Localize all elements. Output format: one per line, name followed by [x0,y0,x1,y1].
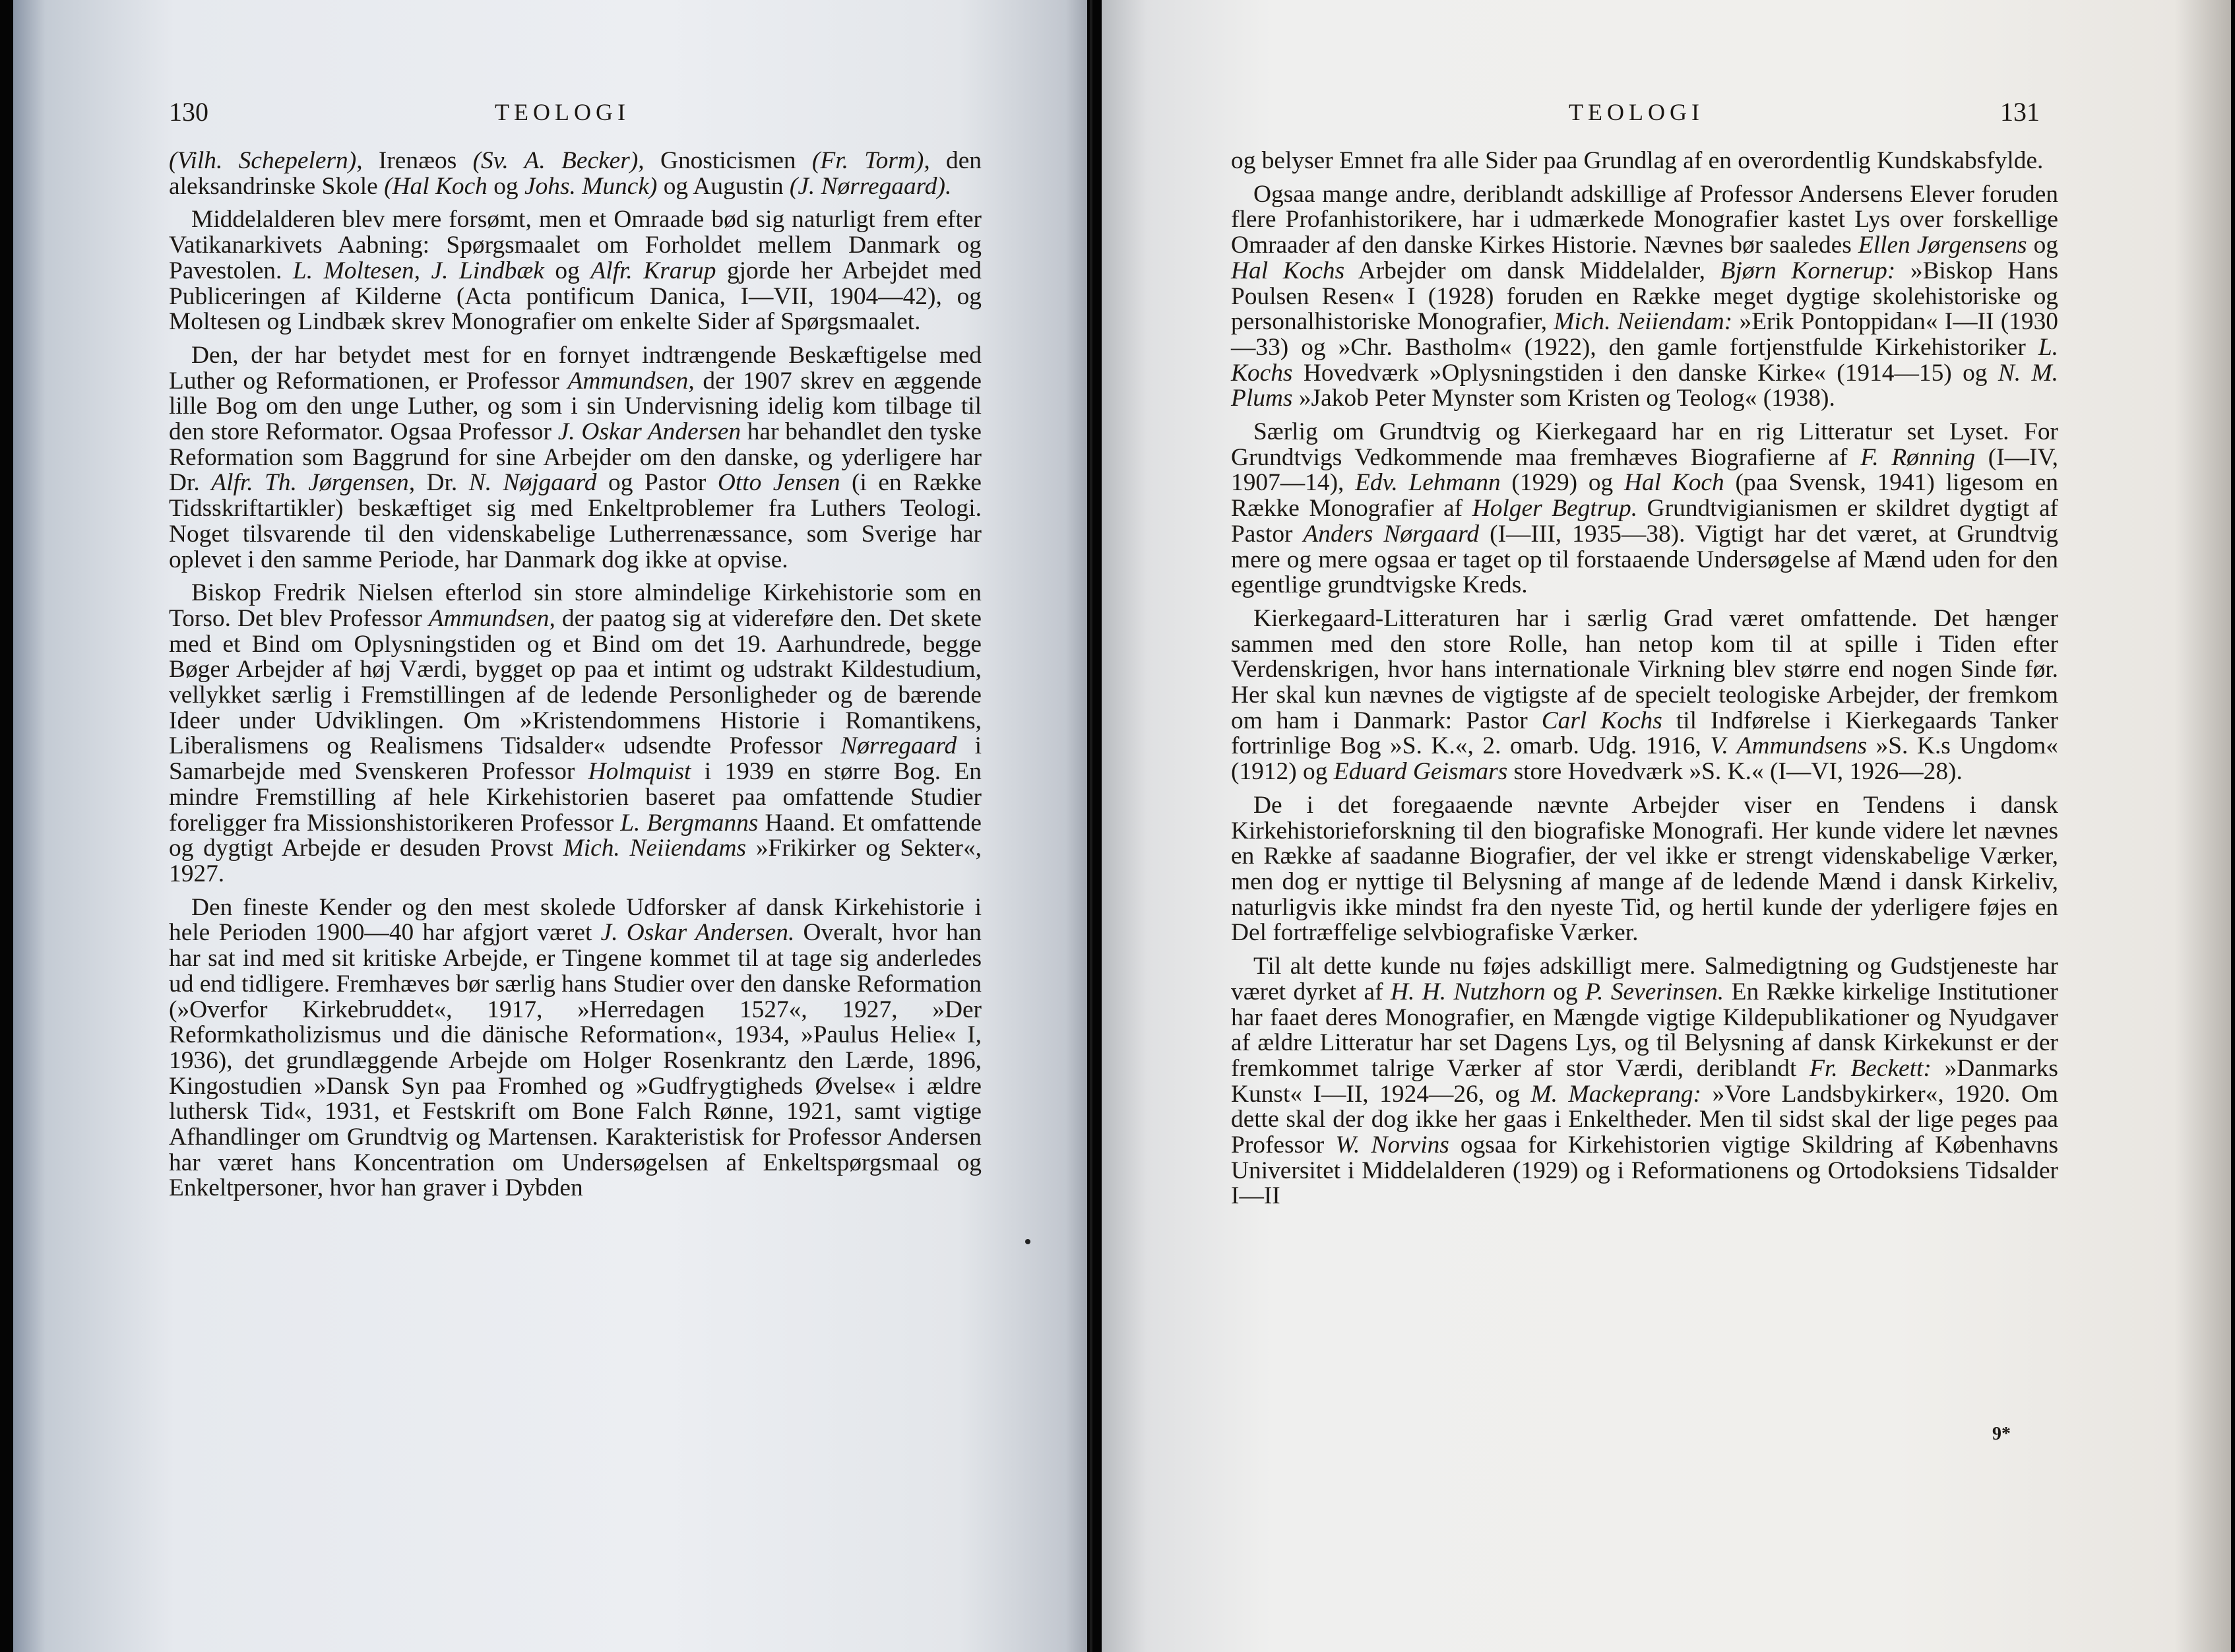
running-title: TEOLOGI [495,99,630,125]
text-run: Gnosticismen [644,147,812,174]
paragraph [169,207,982,335]
text-run: Irenæos [362,147,473,174]
text-run: Biskop Fredrik Nielsen efterlod sin store almindelige Kirkehistorie som en Torso. Det blev Professor [169,579,982,632]
text-run: (I—IV, 1907—14), [1231,443,2059,497]
signature-mark: 9* [1992,1424,2011,1444]
italic-run: (Vilh. Schepelern), [169,147,363,174]
text-run: (i en Række Tidsskriftartikler) beskæftiget sig med Enkeltproblemer fra Luthers Teologi. Noget tilsvarende til den videnskabelige Lutherrenæssance, som Sverige har oplevet i den samme Periode, har Danmark dog ikke at opvise. [169,469,982,573]
italic-run: Hal Koch [1623,469,1724,497]
paragraph [169,148,982,199]
right-page [1102,0,2231,1652]
text-run: Den fineste Kender og den mest skolede Udforsker af dansk Kirkehistorie i hele Perioden 1900—40 har afgjort været [169,893,982,947]
text-run: »Frikirker og Sekter«, 1927. [169,835,982,887]
text-run: Ogsaa mange andre, deriblandt adskillige af Professor Andersens Elever foruden flere Profanhistorikere, har i udmærkede Monografier kastet Lys over forskellige Omraader af den danske Kirkes Historie. Nævnes bør saaledes [1231,180,2058,259]
italic-run: Johs. Munck) [524,172,658,200]
italic-run: M. Mackeprang: [1530,1080,1701,1108]
text-run: har behandlet den tyske Reformation som Baggrund for sine Arbejder om den danske, og yderligere har Dr. [169,418,982,497]
text-run: og Pastor [596,469,718,497]
italic-run: (Sv. A. Becker), [472,147,645,174]
text-run: ogsaa for Kirkehistorien vigtige Skildring af Københavns Universitet i Middelalderen (1929) og i Reformationens og Ortodoksiens Tidsalder I—II [1231,1131,2059,1210]
text-run: og [544,257,591,284]
text-run: og [1545,978,1586,1005]
text-run: »S. K.s Ungdom« (1912) og [1231,732,2058,786]
italic-run: (Fr. Torm), [811,147,930,174]
italic-run: N. M. Plums [1231,359,2058,412]
italic-run: V. Ammundsens [1710,732,1867,760]
italic-run: L. Kochs [1231,333,2058,387]
paragraph [1231,954,2058,1209]
ink-speck [1025,1239,1030,1244]
text-run: Grundtvigianismen er skildret dygtigt af Pastor [1231,495,2058,548]
text-run: De i det foregaaende nævnte Arbejder viser en Tendens i dansk Kirkehistorieforskning til den biografiske Monografi. Her kunde videre let nævnes en Række af saadanne Biografier, der vel ikke er strengt videnskabelige Værker, men dog er nyttige til Belysning af mange af de ledende Mænd i dansk Kirkeliv, naturligvis ikke mindst fra den nyeste Tid, og hertil kunde der yderligere føjes en Del fortræffelige selvbiografiske Værker. [1231,791,2058,947]
italic-run: F. Rønning [1860,443,1976,471]
italic-run: Alfr. Th. Jørgensen, [211,469,416,497]
text-run: og [487,172,524,200]
text-run: gjorde her Arbejdet med Publiceringen af Kilderne (Acta pontificum Danica, I—VII, 1904—42), og Moltesen og Lindbæk skrev Monografier om enkelte Sider af Spørgsmaalet. [169,257,982,336]
italic-run: Ammundsen, [428,604,555,632]
text-run: og belyser Emnet fra alle Sider paa Grundlag af en overordentlig Kundskabsfylde. [1231,147,2044,174]
left-page [13,0,1087,1652]
text-run: og Augustin [657,172,790,200]
paragraph [1231,793,2058,946]
text-run: der paatog sig at videreføre den. Det skete med et Bind om Oplysningstiden og et Bind om det 19. Aarhundrede, begge Bøger Arbejder af høj Værdi, bygget op paa et intimt og udstrakt Kildestudium, vellykket særlig i Fremstillingen af de ledende Personligheder og de bærende Ideer under Udviklingen. Om »Kristendommens Historie i Romantikens, Liberalismens og Realismens Tidsalder« udsendte Professor [169,604,982,760]
italic-run: H. H. Nutzhorn [1390,978,1546,1005]
text-run: (I—III, 1935—38). Vigtigt har det været, at Grundtvig mere og mere ogsaa er taget op til forstaaende Undersøgelse af Mænd uden for den egentlige grundtvigske Kreds. [1231,520,2058,599]
paragraph [169,895,982,1201]
text-run: Arbejder om dansk Middelalder, [1344,257,1720,284]
italic-run: W. Norvins [1335,1131,1449,1159]
italic-run: Holmquist [588,758,691,786]
text-run: »Danmarks Kunst« I—II, 1924—26, og [1231,1054,2058,1108]
italic-run: Ellen Jørgensens [1858,232,2027,259]
text-run: Haand. Et omfattende og dygtigt Arbejde er desuden Provst [169,809,982,862]
text-run: Særlig om Grundtvig og Kierkegaard har en rig Litteratur set Lyset. For Grundtvigs Vedkommende maa fremhæves Biografierne af [1231,418,2058,471]
italic-run: Fr. Beckett: [1810,1054,1932,1082]
italic-run: L. Moltesen, J. Lindbæk [292,257,544,284]
italic-run: Edv. Lehmann [1355,469,1501,497]
paragraph [1231,182,2058,412]
italic-run: Eduard Geismars [1333,758,1508,786]
page-number: 130 [169,97,208,127]
italic-run: Nørregaard [840,732,957,760]
italic-run: Bjørn Kornerup: [1720,257,1896,284]
italic-run: J. Oskar Andersen. [600,919,795,947]
text-run: »Erik Pontoppidan« I—II (1930—33) og »Chr. Bastholm« (1922), den gamle fortjenstfulde Kirkehistoriker [1231,308,2059,361]
italic-run: (J. Nørregaard). [789,172,952,200]
italic-run: Mich. Neiiendam: [1554,308,1733,336]
paragraph [169,343,982,573]
italic-run: P. Severinsen. [1585,978,1724,1005]
gutter [1090,0,1092,1652]
body-text [1231,148,2058,1209]
italic-run: Carl Kochs [1541,707,1662,734]
text-run: (paa Svensk, 1941) ligesom en Række Monografier af [1231,469,2058,523]
text-run: »Jakob Peter Mynster som Kristen og Teolog« (1938). [1292,385,1835,412]
text-run: Kierkegaard-Litteraturen har i særlig Grad været omfattende. Det hænger sammen med den store Rolle, han netop kom til at spille i Tiden efter Verdenskrigen, hvor hans internationale Virkning blev større end nogen Sinde før. Her skal kun nævnes de vigtigste af de specielt teologiske Arbejder, der fremkom om ham i Danmark: Pastor [1231,604,2058,734]
text-run: og [2027,232,2058,259]
text-run: i 1939 en større Bog. En mindre Fremstilling af hele Kirkehistorien baseret paa omfattende Studier foreligger fra Missionshistorikeren Professor [169,758,982,837]
italic-run: N. Nøjgaard [468,469,597,497]
italic-run: L. Bergmanns [620,809,759,837]
paragraph [1231,148,2058,174]
running-title: TEOLOGI [1569,99,1704,125]
text-run: Dr. [415,469,469,497]
text-run: der 1907 skrev en æggende lille Bog om den unge Luther, og som i sin Undervisning idelig kom tilbage til den store Reformator. Ogsaa Professor [169,367,982,446]
text-run: Hovedværk »Oplysningstiden i den danske Kirke« (1914—15) og [1292,359,1998,387]
text-run: Middelalderen blev mere forsømt, men et Omraade bød sig naturligt frem efter Vatikanarkivets Aabning: Spørgsmaalet om Forholdet mellem Danmark og Pavestolen. [169,206,982,284]
page-number: 131 [2000,97,2040,127]
body-text [169,148,982,1201]
text-run: En Række kirkelige Institutioner har faaet deres Monografier, en Mængde vigtige Kildepublikationer og Nyudgaver af ældre Litteratur har set Dagens Lys, og til Belysning af dansk Kirkekunst er der fremkommet talrige Værker af stor Værdi, deriblandt [1231,978,2058,1082]
text-run: (1929) og [1500,469,1624,497]
text-run: til Indførelse i Kierkegaards Tanker fortrinlige Bog »S. K.«, 2. omarb. Udg. 1916, [1231,707,2058,760]
paragraph [169,581,982,887]
text-run: store Hovedværk »S. K.« (I—VI, 1926—28). [1507,758,1963,786]
italic-run: (Hal Koch [384,172,488,200]
text-run: den aleksandrinske Skole [169,147,982,200]
paragraph [1231,420,2058,598]
italic-run: Hal Kochs [1231,257,1345,284]
italic-run: Alfr. Krarup [590,257,716,284]
italic-run: Holger Begtrup. [1472,495,1638,523]
text-run: i Samarbejde med Svenskeren Professor [169,732,982,786]
italic-run: Ammundsen, [567,367,695,395]
text-run: Til alt dette kunde nu føjes adskilligt mere. Salmedigtning og Gudstjeneste har været dyrket af [1231,953,2058,1005]
italic-run: Otto Jensen [717,469,840,497]
italic-run: Mich. Neiiendams [563,835,747,862]
text-run: »Biskop Hans Poulsen Resen« I (1928) foruden en Række meget dygtige skolehistoriske og personalhistoriske Monografier, [1231,257,2058,336]
paragraph [1231,606,2058,785]
text-run: Den, der har betydet mest for en fornyet indtrængende Beskæftigelse med Luther og Reformationen, er Professor [169,341,982,395]
italic-run: Anders Nørgaard [1303,520,1480,548]
text-run: »Vore Landsbykirker«, 1920. Om dette skal der dog ikke her gaas i Enkeltheder. Men til sidst skal der lige peges paa Professor [1231,1080,2058,1159]
text-run: Overalt, hvor han har sat ind med sit kritiske Arbejde, er Tingene kommet til at tage sig anderledes ud end tidligere. Fremhæves bør særlig hans Studier over den danske Reformation (»Overfor Kirkebruddet«, 1917, »Herredagen 1527«, 1927, »Der Reformkatholizismus und die dänische Reformation«, 1934, »Paulus Helie« I, 1936), det grundlæggende Arbejde om Holger Rosenkrantz den Lærde, 1896, Kingostudien »Dansk Syn paa Fromhed og »Gudfrygtigheds Øvelse« i ældre luthersk Tid«, 1931, et Festskrift om Bone Falch Rønne, 1921, samt vigtige Afhandlinger om Grundtvig og Martensen. Karakteristisk for Professor Andersen har været hans Koncentration om Undersøgelsen af Enkeltspørgsmaal og Enkeltpersoner, hvor han graver i Dybden [169,919,982,1202]
italic-run: J. Oskar Andersen [557,418,741,446]
